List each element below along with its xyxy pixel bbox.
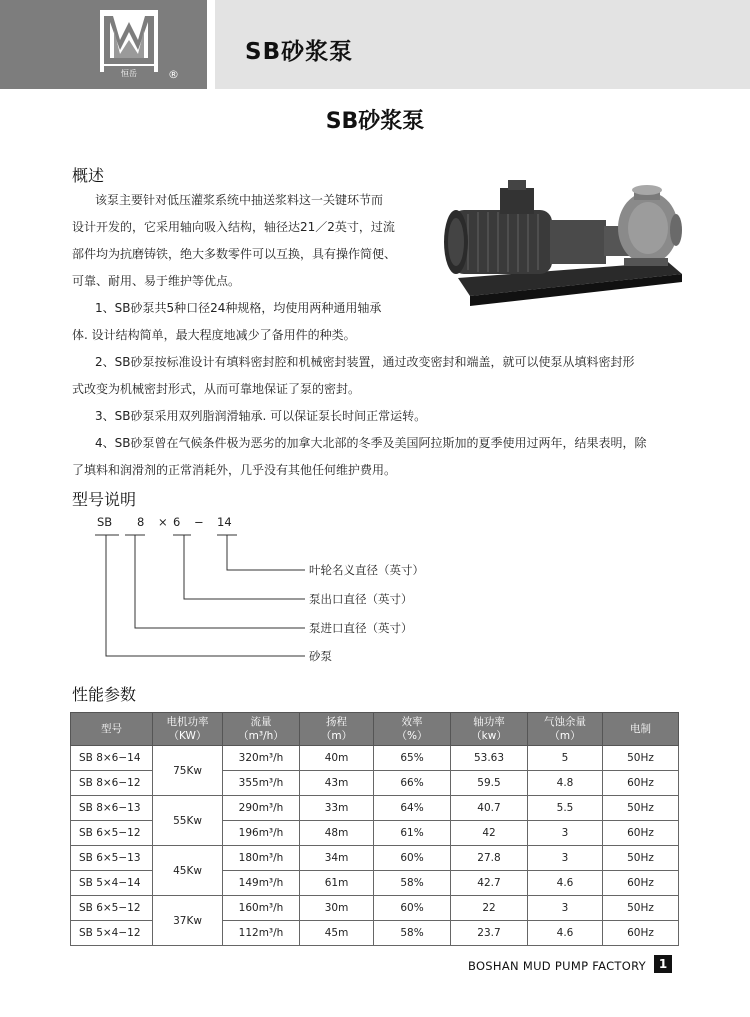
cell-npsh: 4.6 (528, 921, 603, 946)
cell-efficiency: 58% (374, 871, 451, 896)
header-text: 型号 (101, 723, 122, 735)
cell-efficiency: 64% (374, 796, 451, 821)
cell-frequency: 50Hz (603, 746, 679, 771)
cell-frequency: 60Hz (603, 821, 679, 846)
code-part-outlet: 6 (173, 515, 181, 529)
cell-model: SB 6×5−12 (71, 896, 153, 921)
text-line: 3、SB砂泵采用双列脂润滑轴承. 可以保证泵长时间正常运转。 (95, 409, 427, 423)
page-number: 1 (654, 955, 672, 973)
cell-head: 30m (300, 896, 374, 921)
header-title: SB砂浆泵 (245, 39, 354, 65)
cell-model: SB 8×6−13 (71, 796, 153, 821)
text-line: 设计开发的，它采用轴向吸入结构，轴径达21／2英寸，过流 (72, 220, 395, 234)
performance-heading: 性能参数 (72, 685, 137, 704)
cell-efficiency: 60% (374, 846, 451, 871)
table-row (71, 796, 679, 821)
point-1 (95, 295, 381, 322)
header-unit: （m） (320, 730, 353, 742)
cell-model: SB 6×5−12 (71, 821, 153, 846)
point-3 (95, 403, 426, 430)
cell-efficiency: 65% (374, 746, 451, 771)
cell-head: 61m (300, 871, 374, 896)
cell-head: 40m (300, 746, 374, 771)
model-code-diagram (95, 510, 455, 670)
cell-head: 33m (300, 796, 374, 821)
logo-text: 恒岳 (121, 69, 137, 78)
cell-flow: 160m³/h (223, 896, 300, 921)
label-outlet: 泵出口直径（英寸） (309, 592, 413, 606)
col-header-shaft-power (451, 713, 528, 746)
text-line: 式改变为机械密封形式，从而可靠地保证了泵的密封。 (72, 382, 361, 396)
cell-npsh: 3 (528, 896, 603, 921)
col-header-model (71, 713, 153, 746)
point-2 (95, 349, 635, 376)
cell-npsh: 5 (528, 746, 603, 771)
header-unit: （KW） (168, 730, 207, 742)
code-part-sb: SB (97, 515, 113, 529)
col-header-flow (223, 713, 300, 746)
cell-npsh: 3 (528, 846, 603, 871)
cell-shaft-power: 42 (451, 821, 528, 846)
label-impeller: 叶轮名义直径（英寸） (309, 563, 424, 577)
cell-flow: 180m³/h (223, 846, 300, 871)
cell-efficiency: 61% (374, 821, 451, 846)
cell-model: SB 8×6−12 (71, 771, 153, 796)
header-text: 电机功率 (166, 716, 209, 728)
header-text: 轴功率 (473, 716, 505, 728)
header-unit: （m³/h） (238, 730, 284, 742)
text-line: 该泵主要针对低压灌浆系统中抽送浆料这一关键环节而 (95, 193, 384, 207)
company-logo (0, 0, 207, 89)
code-part-dash: − (194, 515, 204, 529)
pump-photo (438, 170, 688, 310)
cell-npsh: 3 (528, 821, 603, 846)
cell-head: 45m (300, 921, 374, 946)
col-header-efficiency (374, 713, 451, 746)
point-1-cont (72, 322, 356, 349)
col-header-power (153, 713, 223, 746)
cell-head: 43m (300, 771, 374, 796)
table-row (71, 746, 679, 771)
cell-shaft-power: 22 (451, 896, 528, 921)
text-line: 部件均为抗磨铸铁，绝大多数零件可以互换，具有操作简便、 (72, 247, 397, 261)
overview-heading: 概述 (72, 166, 105, 185)
cell-shaft-power: 40.7 (451, 796, 528, 821)
code-part-impeller: 14 (217, 515, 232, 529)
code-part-times: × (158, 515, 168, 529)
model-heading: 型号说明 (72, 490, 137, 509)
cell-flow: 112m³/h (223, 921, 300, 946)
logo-box (0, 0, 207, 89)
cell-model: SB 8×6−14 (71, 746, 153, 771)
text-line: 4、SB砂泵曾在气候条件极为恶劣的加拿大北部的冬季及美国阿拉斯加的夏季使用过两年，结果表明，除 (95, 436, 647, 450)
cell-flow: 320m³/h (223, 746, 300, 771)
cell-npsh: 4.8 (528, 771, 603, 796)
cell-model: SB 5×4−14 (71, 871, 153, 896)
registered-mark: ® (168, 68, 179, 81)
cell-flow: 290m³/h (223, 796, 300, 821)
label-inlet: 泵进口直径（英寸） (309, 621, 413, 635)
cell-head: 34m (300, 846, 374, 871)
header-text: 电制 (630, 723, 651, 735)
cell-shaft-power: 23.7 (451, 921, 528, 946)
header-text: 扬程 (326, 716, 347, 728)
overview-intro-cont (72, 214, 396, 295)
text-line: 可靠、耐用、易于维护等优点。 (72, 274, 241, 288)
col-header-npsh (528, 713, 603, 746)
cell-efficiency: 58% (374, 921, 451, 946)
header-text: 效率 (401, 716, 423, 728)
text-line: 2、SB砂泵按标准设计有填料密封腔和机械密封装置，通过改变密封和端盖，就可以使泵从填料密封形 (95, 355, 635, 369)
col-header-frequency (603, 713, 679, 746)
point-4-cont (72, 457, 396, 484)
overview-intro (95, 187, 383, 214)
header-text: 流量 (250, 716, 272, 728)
cell-npsh: 5.5 (528, 796, 603, 821)
col-header-head (300, 713, 374, 746)
cell-model: SB 6×5−13 (71, 846, 153, 871)
header-text: 气蚀余量 (544, 716, 586, 728)
header-unit: （%） (396, 730, 428, 742)
performance-table (70, 712, 679, 946)
cell-efficiency: 66% (374, 771, 451, 796)
cell-head: 48m (300, 821, 374, 846)
cell-frequency: 60Hz (603, 921, 679, 946)
page-title: SB砂浆泵 (325, 109, 425, 134)
header-unit: （kw） (471, 730, 507, 742)
cell-shaft-power: 42.7 (451, 871, 528, 896)
cell-frequency: 50Hz (603, 796, 679, 821)
cell-power: 45Kw (153, 846, 223, 896)
cell-frequency: 50Hz (603, 846, 679, 871)
text-line: 了填料和润滑剂的正常消耗外，几乎没有其他任何维护费用。 (72, 463, 397, 477)
cell-flow: 196m³/h (223, 821, 300, 846)
cell-shaft-power: 59.5 (451, 771, 528, 796)
cell-model: SB 5×4−12 (71, 921, 153, 946)
header-unit: （m） (549, 730, 581, 742)
cell-npsh: 4.6 (528, 871, 603, 896)
cell-flow: 149m³/h (223, 871, 300, 896)
text-line: 体. 设计结构简单，最大程度地减少了备用件的种类。 (72, 328, 356, 342)
table-header-row (71, 713, 679, 746)
cell-frequency: 50Hz (603, 896, 679, 921)
cell-shaft-power: 27.8 (451, 846, 528, 871)
point-2-cont (72, 376, 360, 403)
cell-flow: 355m³/h (223, 771, 300, 796)
cell-power: 75Kw (153, 746, 223, 796)
footer-company: BOSHAN MUD PUMP FACTORY (467, 959, 646, 973)
table-row (71, 846, 679, 871)
point-4 (95, 430, 647, 457)
cell-frequency: 60Hz (603, 771, 679, 796)
cell-power: 37Kw (153, 896, 223, 946)
cell-frequency: 60Hz (603, 871, 679, 896)
label-sand-pump: 砂泵 (309, 649, 332, 663)
cell-power: 55Kw (153, 796, 223, 846)
table-row (71, 896, 679, 921)
cell-shaft-power: 53.63 (451, 746, 528, 771)
cell-efficiency: 60% (374, 896, 451, 921)
text-line: 1、SB砂泵共5种口径24种规格，均使用两种通用轴承 (95, 301, 382, 315)
code-part-inlet: 8 (137, 515, 145, 529)
